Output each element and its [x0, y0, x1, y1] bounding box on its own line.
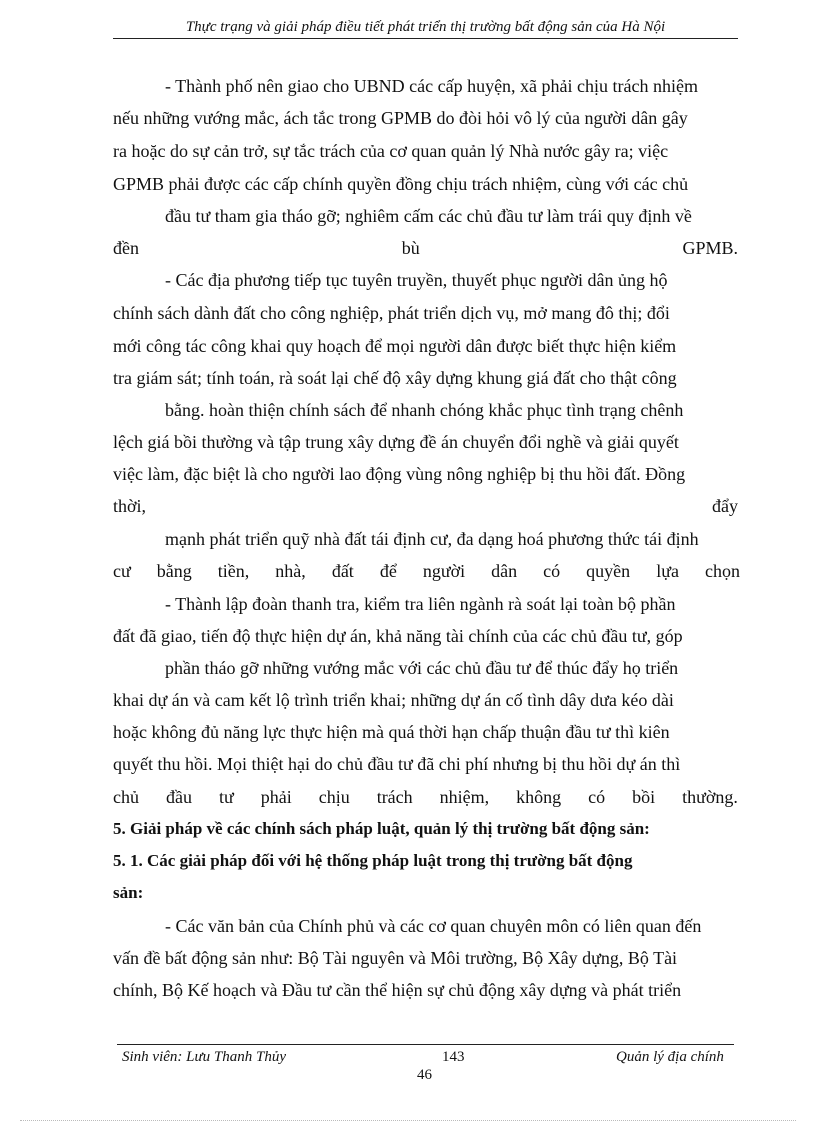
text-line: GPMB phải được các cấp chính quyền đồng chịu trách nhiệm, cùng với các chủ [113, 174, 689, 194]
text-line: - Các văn bản của Chính phủ và các cơ quan chuyên môn có liên quan đến [165, 916, 702, 936]
spread-line-thoi: thời, đẩy [113, 496, 738, 516]
text-line: mới công tác công khai quy hoạch để mọi người dân được biết thực hiện kiểm [113, 336, 677, 356]
text-line: hoặc không đủ năng lực thực hiện mà quá thời hạn chấp thuận đầu tư thì kiên [113, 722, 670, 742]
footer-student: Sinh viên: Lưu Thanh Thủy [122, 1049, 287, 1065]
text-line: - Thành phố nên giao cho UBND các cấp huyện, xã phải chịu trách nhiệm [165, 76, 698, 96]
spread-line-chu: chủ đầu tư phải chịu trách nhiệm, không có bồi thường. [113, 787, 738, 807]
footer-page-number: 143 [442, 1049, 465, 1065]
subsection-heading: 5. 1. Các giải pháp đối với hệ thống pháp luật trong thị trường bất động [113, 851, 633, 870]
text-line: ra hoặc do sự cản trở, sự tắc trách của cơ quan quản lý Nhà nước gây ra; việc [113, 141, 669, 161]
page-number-secondary: 46 [417, 1067, 432, 1083]
text-line: phần tháo gỡ những vướng mắc với các chủ đầu tư để thúc đẩy họ triển [165, 658, 679, 678]
text-line: đầu tư tham gia tháo gỡ; nghiêm cấm các chủ đầu tư làm trái quy định về [165, 206, 692, 226]
section-heading: 5. Giải pháp về các chính sách pháp luật, quản lý thị trường bất động sản: [113, 819, 650, 838]
text-line: quyết thu hồi. Mọi thiệt hại do chủ đầu tư đã chi phí nhưng bị thu hồi dự án thì [113, 754, 681, 774]
text-line: khai dự án và cam kết lộ trình triển khai; những dự án cố tình dây dưa kéo dài [113, 690, 674, 710]
text-line: chính sách dành đất cho công nghiệp, phát triển dịch vụ, mở mang đô thị; đổi [113, 303, 670, 323]
text-line: lệch giá bồi thường và tập trung xây dựng đề án chuyển đổi nghề và giải quyết [113, 432, 679, 452]
page-bottom-dotted-border [20, 1120, 796, 1121]
text-line: mạnh phát triển quỹ nhà đất tái định cư, đa dạng hoá phương thức tái định [165, 529, 699, 549]
text-line: việc làm, đặc biệt là cho người lao động vùng nông nghiệp bị thu hồi đất. Đồng [113, 464, 686, 484]
spread-line-den: đền bù GPMB. [113, 238, 738, 258]
text-line: tra giám sát; tính toán, rà soát lại chế độ xây dựng khung giá đất cho thật công [113, 368, 677, 388]
text-line: đất đã giao, tiến độ thực hiện dự án, khả năng tài chính của các chủ đầu tư, góp [113, 626, 683, 646]
text-line: bằng. hoàn thiện chính sách để nhanh chóng khắc phục tình trạng chênh [165, 400, 684, 420]
page-header: Thực trạng và giải pháp điều tiết phát triển thị trường bất động sản của Hà Nội [113, 19, 738, 39]
footer-divider [117, 1044, 734, 1045]
footer-subject: Quản lý địa chính [616, 1049, 724, 1065]
text-line: - Các địa phương tiếp tục tuyên truyền, thuyết phục người dân ủng hộ [165, 270, 668, 290]
subsection-heading-cont: sản: [113, 883, 144, 902]
spread-line-cu: cư bằng tiền, nhà, đất để người dân có quyền lựa chọn [113, 561, 740, 581]
text-line: - Thành lập đoàn thanh tra, kiểm tra liên ngành rà soát lại toàn bộ phần [165, 594, 676, 614]
text-line: chính, Bộ Kế hoạch và Đầu tư cần thể hiện sự chủ động xây dựng và phát triển [113, 980, 682, 1000]
text-line: vấn đề bất động sản như: Bộ Tài nguyên và Môi trường, Bộ Xây dựng, Bộ Tài [113, 948, 678, 968]
text-line: nếu những vướng mắc, ách tắc trong GPMB do đòi hỏi vô lý của người dân gây [113, 108, 688, 128]
